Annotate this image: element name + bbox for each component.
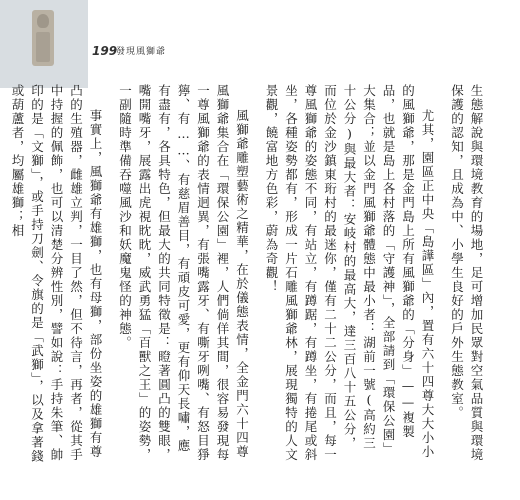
paragraph: 尤其，園區正中央「島譁區」內，置有六十四尊大大小小的風獅爺，那是金門島上所有風獅爺的「分身」——複製品，也就是島上各村落的「守護神」，全部請到「環保公園」大集合；並以金門風獅爺體態中最小者：湖前一號(高約三十公分)與最大者：安岐村的最高大，達三百八十五公分，而位於金沙鎮東珩村的最迷你，僅有二十二公分，而且，每一尊風獅爺的姿態不同，有站立，有蹲踞，有蹲坐，有捲尾或斜坐，各種姿勢都有，形成一片石雕風獅爺林，展現獨特的人文景觀，饒富地方色彩，蔚為奇觀！ <box>264 84 435 462</box>
paragraph: 風獅爺雕塑藝術之精華，在於儀態表情，全金門六十四尊風獅爺集合在「環保公園」裡，人們倘佯其間，很容易發現每一尊風獅爺的表情迥異，有張嘴露牙、有嘶牙咧嘴、有怒目猙獰、有……、有慈眉善目，有頑皮可愛，更有仰天長嘯，應有盡有，各具特色，但最大的共同特徵是：瞪著圓凸的雙眼，嘴開嘴牙，展露出虎視眈眈，威武勇猛「百獸之王」的姿勢，一副隨時準備吞噬風沙和妖魔鬼怪的神態。 <box>117 84 250 462</box>
header-bar <box>0 0 88 88</box>
paragraph: 生態解說與環境教育的場地，足可增加民眾對空氣品質與環境保護的認知，且成為中、小學生良好的戶外生態教室。 <box>449 84 484 462</box>
page-number: 199 <box>92 44 118 58</box>
paragraph: 事實上，風獅爺有雄獅，也有母獅，部份坐姿的雄獅有尊凸的生殖器，雌雄立判，一目了然，但不待言，再者，從其手中持握的佩飾，也可以清楚分辨性別，譬如說：手持朱筆、帥印的是「文獅」，或手持刀劍、令旗的是「武獅」，以及拿著錢或葫蘆者，均屬雄獅；相 <box>10 84 103 464</box>
running-title: 發現風獅爺 <box>116 47 167 57</box>
vertical-text-body <box>10 84 486 464</box>
wind-lion-statue-icon <box>32 10 54 66</box>
